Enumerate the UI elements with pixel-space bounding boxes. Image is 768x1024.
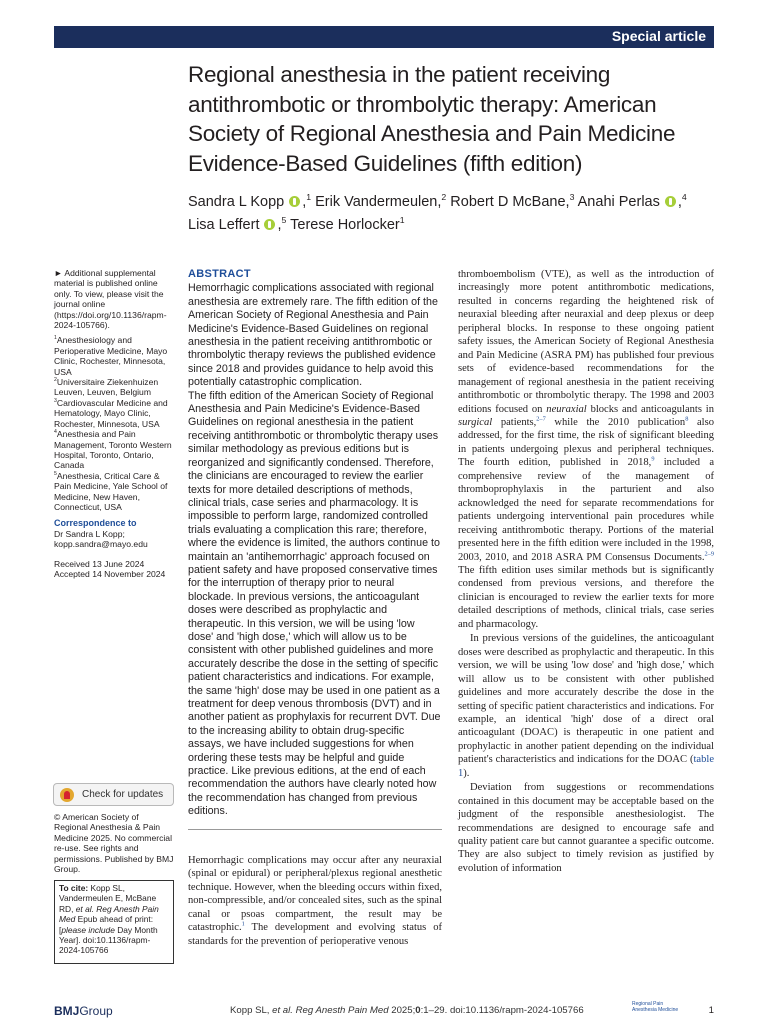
received-date: Received 13 June 2024 [54,558,145,569]
body-column [458,268,714,876]
sidebar [54,268,174,579]
reference-link[interactable]: 1 [241,920,245,928]
body-paragraph: Deviation from suggestions or recommendations contained in this document may be acceptable based on the judgment of the responsible anesthesiologist. The recommendations are designed to encourage safe and quality patient care but cannot guarantee a specific outcome. They are also subject to timely revision as justified by evolution of information [458,782,714,874]
abstract [188,268,442,819]
affiliation: $^1$Anesthesiology and Perioperative Medicine, Mayo Clinic, Rochester, Minnesota, USA [54,335,168,377]
correspondence-name: Dr Sandra L Kopp; [54,528,125,539]
check-for-updates-button[interactable]: Check for updates [53,783,174,806]
author: Anahi Perlas ,$^4$ [577,192,687,210]
orcid-icon[interactable] [289,196,300,207]
abstract-paragraph: Hemorrhagic complications associated with regional anesthesia are extremely rare. The fifth edition of the American Society of Regional Anesthesia and Pain Medicine's Evidence-Based Guidelines on regional anesthesia in the patient receiving antithrombotic or thrombolytic therapy reviews the published evidence since 2018 and provides guidance to help avoid this potentially catastrophic complication. [188,282,438,389]
orcid-icon[interactable] [665,196,676,207]
supplemental-note: ► Additional supplemental material is published online only. To view, please visit the journal online (https://doi.org/10.1136/rapm-2024-105766). [54,268,167,331]
affiliation: $^2$Universitaire Ziekenhuizen Leuven, Leuven, Belgium [54,377,159,398]
page-number: 1 [708,1005,714,1016]
intro-paragraph: Hemorrhagic complications may occur after any neuraxial (spinal or epidural) or peripheral/plexus regional anesthetic technique. However, when the bleeding occurs within fixed, non-compressible, and/or concealed sites, such as the spinal canal or psoas compartment, the result may be catastrophic.$^1$ The development and evolving status of standards for the prevention of perioperative venous [188,855,442,947]
affiliation: $^3$Cardiovascular Medicine and Hematology, Mayo Clinic, Rochester, Minnesota, USA [54,397,168,429]
reference-link[interactable]: 2–7 [536,415,546,423]
author: Lisa Leffert ,$^5$ [188,215,287,233]
footer-citation: Kopp SL, et al. Reg Anesth Pain Med 2025;0:1–29. doi:10.1136/rapm-2024-105766 [230,1005,584,1016]
abstract-heading: ABSTRACT [188,268,251,280]
reference-link[interactable]: 9 [651,455,655,463]
page-footer [54,1001,714,1021]
correspondence-heading: Correspondence to [54,518,137,529]
article-title: Regional anesthesia in the patient receiving antithrombotic or thrombolytic therapy: American Society of Regional Anesthesia and Pain Medicine Evidence-Based Guidelines (fifth edition) [188,62,676,176]
author: Terese Horlocker$^1$ [290,215,405,233]
affiliation: $^4$Anesthesia and Pain Management, Toronto Western Hospital, Toronto, Ontario, Canada [54,429,172,471]
section-label: Special article [611,28,706,44]
body-paragraph: thromboembolism (VTE), as well as the introduction of increasingly more potent antithrombotic medications, resulted in concerns regarding the heightened risk of neuraxial bleeding after neuraxial and deep plexus or deep peripheral blocks. In response to these ongoing patient safety issues, the American Society of Regional Anesthesia and Pain Medicine (ASRA PM) has published four previous sets of evidence-based recommendations for the management of regional anesthesia in the patient receiving antithrombotic or thrombolytic therapy. The 1998 and 2003 editions focused on neuraxial blocks and anticoagulants in surgical patients,$^{2-7}$ while the 2010 publication$^8$ also addressed, for the first time, the risk of significant bleeding in patients undergoing plexus and peripheral techniques. The fourth edition, published in 2018,$^9$ included a comprehensive review of the management of thromboprophylaxis in the parturient and also acknowledged the need for separate recommendations for patients undergoing interventional pain procedures while receiving antithrombotic therapy. Portions of the material presented here in the fifth edition were included in the 1998, 2003, 2010, and 2018 ASRA PM Consensus Documents.$^{2-9}$ The fifth edition uses similar methods but is significantly condensed from previous versions, and therefore the clinician is encouraged to review the earlier texts for more detailed descriptions of methods, clinical trials, case series and pharmacology. [458,269,715,630]
reference-link[interactable]: 2–9 [704,550,714,557]
affiliation: $^5$Anesthesia, Critical Care & Pain Medicine, Yale School of Medicine, New Haven, Connecticut, USA [54,470,168,512]
author-list [188,191,718,237]
accepted-date: Accepted 14 November 2024 [54,568,166,579]
table-link[interactable]: table 1 [458,754,714,779]
reference-link[interactable]: 8 [685,415,689,423]
divider [188,829,442,830]
orcid-icon[interactable] [264,219,275,230]
author: Sandra L Kopp ,$^1$ [188,192,312,210]
correspondence-email[interactable]: kopp.sandra@mayo.edu [54,539,148,550]
section-banner [54,26,714,48]
citation-box: To cite: Kopp SL, Vandermeulen E, McBane RD, et al. Reg Anesth Pain Med Epub ahead of print: [please include Day Month Year]. doi:10.1136/rapm-2024-105766 [54,880,174,964]
bmj-logo: BMJGroup [54,1004,113,1018]
body-paragraph: In previous versions of the guidelines, the anticoagulant doses were described as prophylactic and therapeutic. In this version, we will be using 'low dose' and 'high dose,' which will allow us to be consistent with other published guidelines and more accurately describe the dose in the setting of specific patient characteristics and indications. For example, an identical 'high' dose of a direct oral anticoagulant (DOAC) is therapeutic in one patient and prophylactic in another patient depending on the individual patient's characteristics and indications for the DOAC (table 1). [458,633,714,779]
author: Robert D McBane,$^3$ [450,192,575,210]
copyright-notice: © American Society of Regional Anesthesia & Pain Medicine 2025. No commercial re-use. See rights and permissions. Published by BMJ Group. [54,812,174,875]
abstract-paragraph: The fifth edition of the American Society of Regional Anesthesia and Pain Medicine's Evidence-Based Guidelines on regional anesthesia in the patient receiving antithrombotic or thrombolytic therapy uses similar methodology as previous editions but is reorganized and significantly condensed. Therefore, the clinicians are encouraged to review the earlier texts for more detailed descriptions of methods, clinical trials, case series and pharmacology. It is impossible to perform large, randomized controlled trials evaluating a complication this rare; therefore, where the evidence is limited, the authors continue to maintain an 'antihemorrhagic' approach focused on patient safety and have proposed conservative times for the interruption of therapy prior to neural blockade. In previous versions, the anticoagulant doses were described as prophylactic and therapeutic. In this version, we will be using 'low dose' and 'high dose,' which will allow us to be consistent with other published guidelines and more accurately describe the dose in the setting of specific patient characteristics and indications. For example, the same 'high' dose may be used in one patient as a treatment for deep venous thrombosis (DVT) and in another patient as prophylaxis for recurrent DVT. Due to the increasing ability to obtain drug-specific assays, we have included suggestions for when ordering these tests may be helpful and guide practice. Like previous editions, at the end of each recommendation the authors have clearly noted how the recommendation has changed from previous editions. [188,389,441,818]
journal-logo: Regional Pain Anesthesia Medicine [632,1001,679,1013]
affiliations [54,335,174,512]
author: Erik Vandermeulen,$^2$ [315,192,447,210]
crossmark-icon [60,788,74,802]
